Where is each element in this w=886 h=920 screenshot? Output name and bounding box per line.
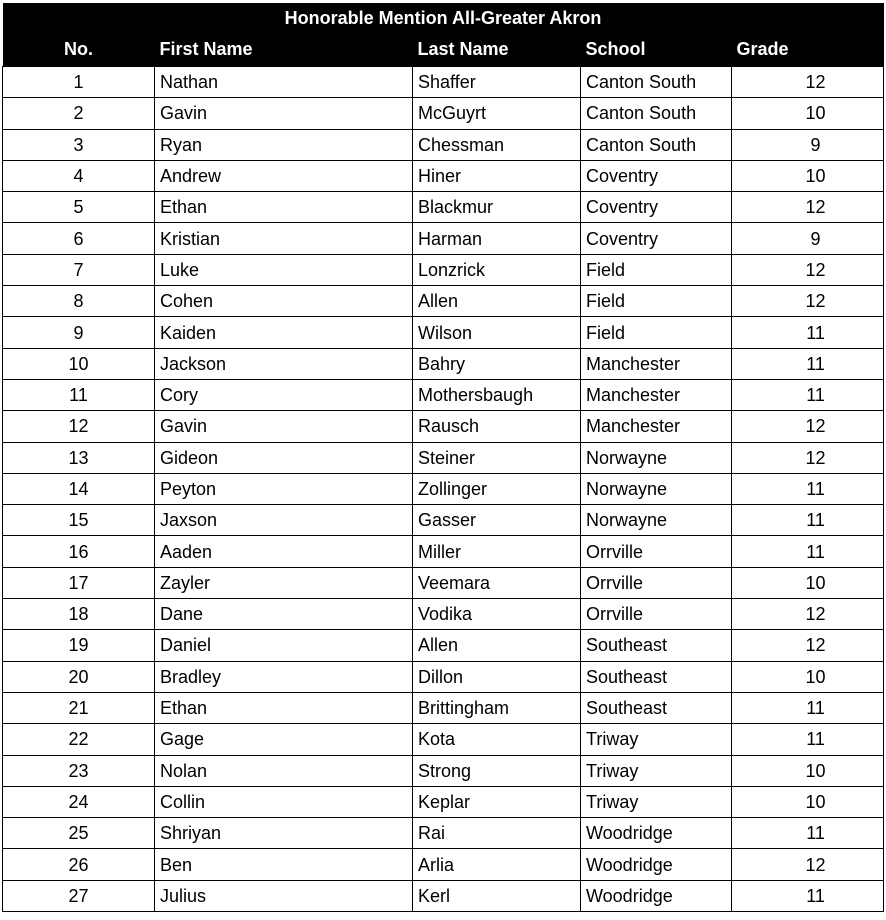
cell-grade [732, 317, 884, 348]
cell-grade-value: 10 [805, 760, 826, 781]
cell-no: 21 [3, 692, 155, 723]
cell-grade-value: 11 [806, 353, 825, 374]
cell-first-name: Andrew [155, 160, 413, 191]
cell-school: Manchester [581, 348, 732, 379]
cell-last-name: Dillon [413, 661, 581, 692]
cell-grade [732, 505, 884, 536]
cell-last-name: Blackmur [413, 192, 581, 223]
cell-grade-value: 12 [805, 291, 826, 312]
cell-school: Norwayne [581, 442, 732, 473]
cell-no: 18 [3, 599, 155, 630]
cell-school: Southeast [581, 630, 732, 661]
cell-school: Triway [581, 724, 732, 755]
cell-first-name: Dane [155, 599, 413, 630]
cell-grade [732, 286, 884, 317]
cell-school: Woodridge [581, 880, 732, 911]
cell-first-name: Julius [155, 880, 413, 911]
cell-first-name: Gavin [155, 411, 413, 442]
cell-school: Triway [581, 786, 732, 817]
cell-grade-value: 11 [806, 885, 825, 906]
cell-school: Canton South [581, 129, 732, 160]
table-row [3, 98, 884, 129]
cell-grade [732, 818, 884, 849]
cell-grade-value: 12 [805, 635, 826, 656]
cell-school: Orrville [581, 536, 732, 567]
cell-last-name: Rai [413, 818, 581, 849]
cell-first-name: Gage [155, 724, 413, 755]
cell-grade [732, 223, 884, 254]
cell-no: 6 [3, 223, 155, 254]
cell-grade [732, 192, 884, 223]
cell-school: Field [581, 254, 732, 285]
cell-grade [732, 661, 884, 692]
cell-no: 25 [3, 818, 155, 849]
cell-grade [732, 755, 884, 786]
cell-no: 26 [3, 849, 155, 880]
cell-school: Orrville [581, 599, 732, 630]
cell-last-name: Strong [413, 755, 581, 786]
cell-no: 8 [3, 286, 155, 317]
cell-last-name: Harman [413, 223, 581, 254]
cell-grade-value: 10 [805, 791, 826, 812]
cell-grade [732, 724, 884, 755]
cell-first-name: Daniel [155, 630, 413, 661]
table-title-row [3, 3, 884, 33]
cell-grade [732, 786, 884, 817]
cell-grade-value: 11 [806, 823, 825, 844]
table-row [3, 67, 884, 98]
column-header-last-name: Last Name [413, 33, 581, 67]
cell-no: 7 [3, 254, 155, 285]
cell-grade [732, 567, 884, 598]
cell-first-name: Bradley [155, 661, 413, 692]
cell-last-name: Mothersbaugh [413, 379, 581, 410]
cell-first-name: Ben [155, 849, 413, 880]
cell-grade-value: 11 [806, 510, 825, 531]
cell-last-name: Allen [413, 630, 581, 661]
table-row [3, 661, 884, 692]
cell-last-name: Shaffer [413, 67, 581, 98]
table-row [3, 379, 884, 410]
table-row [3, 630, 884, 661]
cell-grade-value: 10 [805, 166, 826, 187]
table-row [3, 411, 884, 442]
table-row [3, 567, 884, 598]
cell-last-name: Bahry [413, 348, 581, 379]
cell-school: Southeast [581, 661, 732, 692]
cell-first-name: Peyton [155, 473, 413, 504]
cell-no: 1 [3, 67, 155, 98]
cell-grade-value: 11 [806, 698, 825, 719]
cell-first-name: Ethan [155, 192, 413, 223]
cell-no: 9 [3, 317, 155, 348]
cell-grade-value: 11 [806, 479, 825, 499]
table-row [3, 129, 884, 160]
cell-first-name: Ethan [155, 692, 413, 723]
cell-school: Manchester [581, 411, 732, 442]
cell-last-name: Arlia [413, 849, 581, 880]
table-row [3, 442, 884, 473]
cell-school: Coventry [581, 223, 732, 254]
cell-no: 12 [3, 411, 155, 442]
cell-last-name: Kota [413, 724, 581, 755]
cell-grade-value: 12 [805, 259, 826, 280]
cell-grade-value: 10 [805, 666, 826, 687]
cell-grade-value: 9 [810, 228, 821, 249]
cell-last-name: Wilson [413, 317, 581, 348]
cell-no: 11 [3, 379, 155, 410]
cell-school: Manchester [581, 379, 732, 410]
cell-last-name: Kerl [413, 880, 581, 911]
cell-grade-value: 12 [805, 604, 826, 625]
cell-no: 17 [3, 567, 155, 598]
cell-last-name: Gasser [413, 505, 581, 536]
cell-grade-value: 11 [806, 322, 825, 343]
table-row [3, 849, 884, 880]
cell-grade [732, 692, 884, 723]
cell-first-name: Kristian [155, 223, 413, 254]
cell-school: Woodridge [581, 818, 732, 849]
cell-grade-value: 12 [805, 72, 826, 93]
cell-no: 13 [3, 442, 155, 473]
cell-grade [732, 536, 884, 567]
cell-no: 2 [3, 98, 155, 129]
cell-grade [732, 160, 884, 191]
cell-grade-value: 12 [805, 447, 826, 468]
cell-no: 3 [3, 129, 155, 160]
cell-no: 15 [3, 505, 155, 536]
cell-last-name: Keplar [413, 786, 581, 817]
cell-no: 20 [3, 661, 155, 692]
table-row [3, 223, 884, 254]
table-row [3, 192, 884, 223]
cell-first-name: Nathan [155, 67, 413, 98]
cell-grade-value: 11 [806, 385, 825, 406]
cell-no: 22 [3, 724, 155, 755]
table-row [3, 160, 884, 191]
cell-school: Field [581, 286, 732, 317]
table-row [3, 348, 884, 379]
cell-grade [732, 473, 884, 504]
column-header-grade: Grade [732, 33, 884, 67]
cell-grade [732, 67, 884, 98]
cell-first-name: Nolan [155, 755, 413, 786]
cell-no: 14 [3, 473, 155, 504]
cell-grade [732, 880, 884, 911]
cell-last-name: Chessman [413, 129, 581, 160]
cell-grade [732, 129, 884, 160]
cell-school: Norwayne [581, 473, 732, 504]
cell-school: Norwayne [581, 505, 732, 536]
cell-school: Coventry [581, 160, 732, 191]
table-row [3, 818, 884, 849]
table-row [3, 317, 884, 348]
cell-grade [732, 348, 884, 379]
cell-no: 5 [3, 192, 155, 223]
cell-first-name: Luke [155, 254, 413, 285]
cell-grade-value: 12 [805, 416, 826, 437]
cell-first-name: Cohen [155, 286, 413, 317]
cell-last-name: Rausch [413, 411, 581, 442]
cell-grade [732, 379, 884, 410]
column-header-school: School [581, 33, 732, 67]
cell-last-name: Steiner [413, 442, 581, 473]
cell-grade [732, 254, 884, 285]
cell-last-name: Veemara [413, 567, 581, 598]
cell-first-name: Collin [155, 786, 413, 817]
table-body [3, 67, 884, 912]
cell-first-name: Aaden [155, 536, 413, 567]
cell-first-name: Jackson [155, 348, 413, 379]
cell-no: 16 [3, 536, 155, 567]
cell-school: Southeast [581, 692, 732, 723]
cell-first-name: Gideon [155, 442, 413, 473]
cell-last-name: McGuyrt [413, 98, 581, 129]
cell-grade-value: 11 [806, 541, 825, 562]
cell-grade [732, 411, 884, 442]
cell-last-name: Miller [413, 536, 581, 567]
cell-first-name: Shriyan [155, 818, 413, 849]
cell-grade-value: 12 [805, 854, 826, 875]
cell-no: 27 [3, 880, 155, 911]
cell-last-name: Hiner [413, 160, 581, 191]
cell-grade [732, 849, 884, 880]
cell-last-name: Lonzrick [413, 254, 581, 285]
cell-school: Woodridge [581, 849, 732, 880]
column-header-first-name: First Name [155, 33, 413, 67]
cell-first-name: Zayler [155, 567, 413, 598]
cell-no: 4 [3, 160, 155, 191]
cell-school: Coventry [581, 192, 732, 223]
cell-grade [732, 599, 884, 630]
cell-school: Orrville [581, 567, 732, 598]
cell-first-name: Jaxson [155, 505, 413, 536]
cell-grade [732, 98, 884, 129]
cell-no: 24 [3, 786, 155, 817]
honorable-mention-table-container [2, 3, 883, 912]
honorable-mention-table [2, 3, 884, 912]
table-row [3, 254, 884, 285]
cell-last-name: Allen [413, 286, 581, 317]
cell-grade-value: 11 [806, 729, 825, 750]
table-row [3, 599, 884, 630]
table-row [3, 505, 884, 536]
cell-school: Triway [581, 755, 732, 786]
cell-first-name: Kaiden [155, 317, 413, 348]
cell-no: 19 [3, 630, 155, 661]
cell-school: Field [581, 317, 732, 348]
cell-last-name: Zollinger [413, 473, 581, 504]
column-header-no: No. [3, 33, 155, 67]
table-row [3, 786, 884, 817]
cell-grade-value: 10 [805, 572, 826, 593]
table-row [3, 536, 884, 567]
cell-last-name: Brittingham [413, 692, 581, 723]
cell-grade-value: 12 [805, 197, 826, 218]
table-row [3, 286, 884, 317]
cell-first-name: Gavin [155, 98, 413, 129]
table-row [3, 724, 884, 755]
table-row [3, 755, 884, 786]
cell-school: Canton South [581, 67, 732, 98]
table-title: Honorable Mention All-Greater Akron [3, 3, 884, 33]
cell-no: 23 [3, 755, 155, 786]
cell-school: Canton South [581, 98, 732, 129]
table-row [3, 692, 884, 723]
table-row [3, 473, 884, 504]
cell-no: 10 [3, 348, 155, 379]
cell-first-name: Cory [155, 379, 413, 410]
cell-grade-value: 10 [805, 103, 826, 124]
cell-grade-value: 9 [810, 134, 821, 155]
cell-first-name: Ryan [155, 129, 413, 160]
cell-grade [732, 442, 884, 473]
column-header-row [3, 33, 884, 67]
cell-grade [732, 630, 884, 661]
table-row [3, 880, 884, 911]
cell-last-name: Vodika [413, 599, 581, 630]
